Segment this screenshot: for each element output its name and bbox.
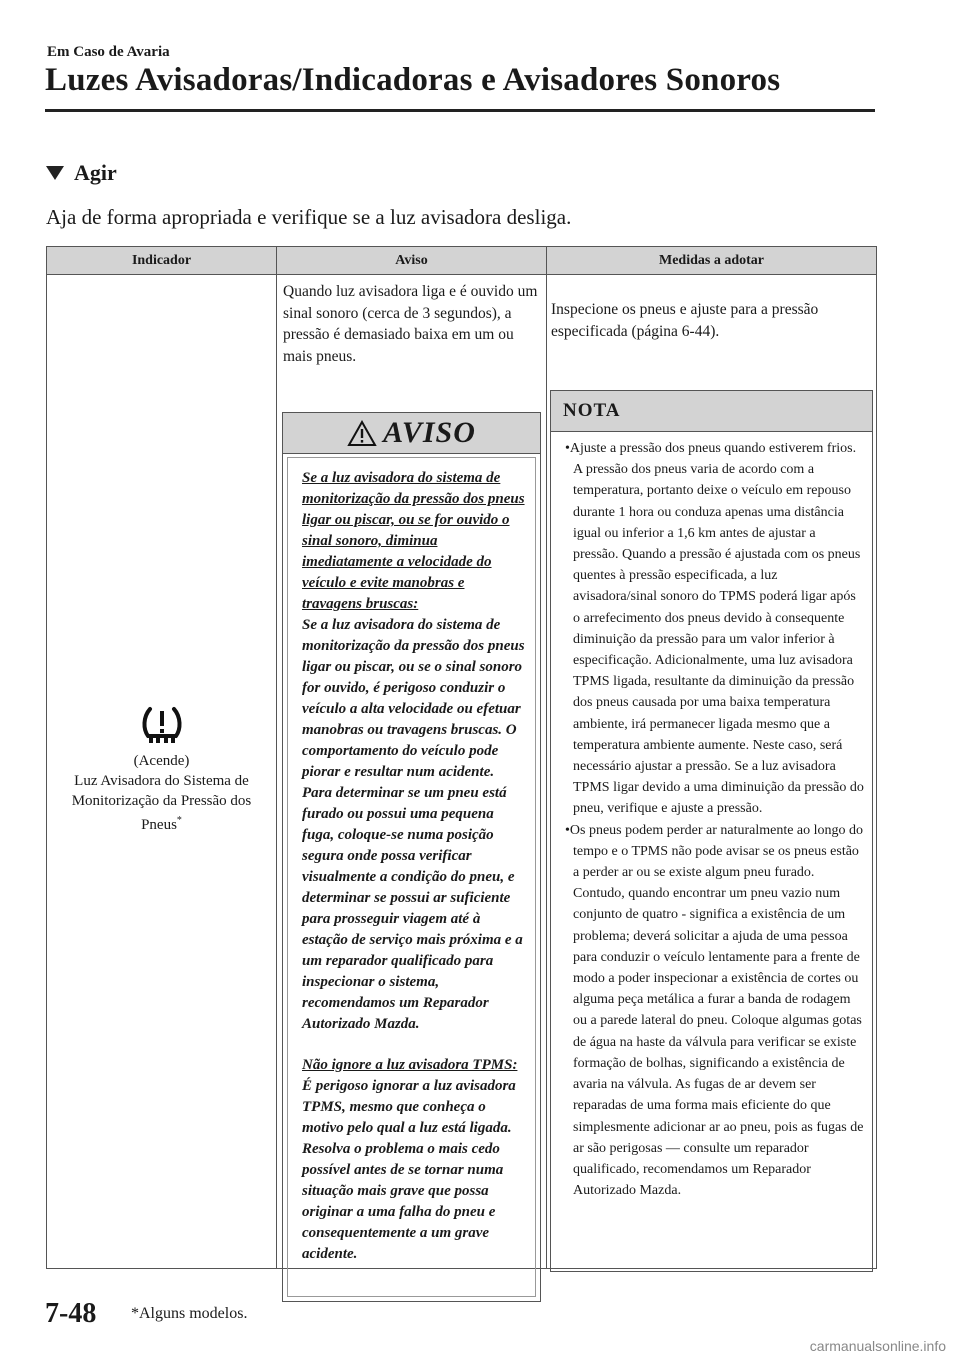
intro-text: Aja de forma apropriada e verifique se a luz avisadora desliga.	[46, 205, 572, 229]
nota-item: •Ajuste a pressão dos pneus quando estiverem frios. A pressão dos pneus varia de acordo com a temperatura, portanto deixe o veículo em repouso durante 1 hora ou conduza apenas uma distância igual ou inferior a 1,6 km antes de ajustar a pressão. Quando a pressão é ajustada com os pneus quentes à pressão especificada, a luz avisadora/sinal sonoro do TPMS poderá ligar após o arrefecimento dos pneus devido à consequente diminuição da pressão para um valor inferior à especificação. Adicionalmente, uma luz avisadora TPMS ligada, resultante da diminuição da pressão dos pneus causada por uma baixa temperatura ambiente, irá permanecer ligada mesmo que a temperatura ambiente aumente. Neste caso, será necessário ajustar a pressão. Se a luz avisadora TPMS ligar devido a uma diminuição da pressão do pneu, verifique e ajuste a pressão.	[565, 441, 864, 817]
page-number: 7-48	[45, 1298, 97, 1329]
warning-description: Quando luz avisadora liga e é ouvido um sinal sonoro (cerca de 3 segundos), a pressão é demasiado baixa em um ou mais pneus.	[283, 283, 538, 365]
tpms-warning-icon	[140, 705, 184, 745]
footnote: *Alguns modelos.	[131, 1305, 248, 1322]
header-aviso: Aviso	[277, 247, 547, 275]
warning-table	[46, 246, 877, 1269]
aviso-p1-body2: Para determinar se um pneu está furado ou possui uma pequena fuga, coloque-se numa posição segura onde possa verificar visualmente a condição do pneu, e determinar se possui ar suficiente para prosseguir viagem até à estação de serviço mais próxima e a um reparador qualificado para inspecionar o sistema, recomendamos um Reparador Autorizado Mazda.	[302, 785, 523, 1032]
nota-item: •Os pneus podem perder ar naturalmente ao longo do tempo e o TPMS não pode avisar se os pneus estão a perder ar ou se existe algum pneu furado. Contudo, quando encontrar um pneu vazio num conjunto de quatro - significa a existência de um problema; deverá solicitar a ajuda de uma pessoa para conduzir o veículo lentamente para a frente de modo a poder inspecionar a existência de cortes ou alguma peça metálica a furar a banda de rodagem ou a parede lateral do pneu. Coloque algumas gotas de água na haste da válvula para verificar se existe formação de bolhas, significando a existência de avaria na válvula. As fugas de ar devem ser reparadas de uma forma mais eficiente do que simplesmente adicionar ar ao pneu, pois as fugas de ar são perigosas ― consulte um reparador qualificado, recomendamos um Reparador Autorizado Mazda.	[565, 822, 864, 1199]
aviso-header	[283, 413, 540, 454]
aviso-p1-underlined: Se a luz avisadora do sistema de monitorização da pressão dos pneus ligar ou piscar, ou se for ouvido o sinal sonoro, diminua imediatamente a velocidade do veículo e evite manobras e travagens bruscas:	[302, 470, 525, 612]
header-indicador: Indicador	[47, 247, 277, 275]
indicator-name-line2: Monitorização da Pressão dos	[71, 793, 252, 809]
header-rule	[45, 109, 875, 112]
aviso-p2-body: É perigoso ignorar a luz avisadora TPMS, mesmo que conheça o motivo pelo qual a luz está ligada. Resolva o problema o mais cedo possível antes de se tornar numa situação mais grave que possa originar a uma falha do pneu e consequentemente a um grave acidente.	[302, 1078, 516, 1262]
sub-heading	[46, 160, 117, 186]
aviso-title: AVISO	[383, 416, 476, 449]
nota-box	[550, 390, 873, 1272]
warning-triangle-icon	[347, 420, 377, 447]
indicator-state: (Acende)	[133, 753, 190, 769]
nota-header	[551, 391, 872, 432]
header-medidas: Medidas a adotar	[547, 247, 877, 275]
warning-cell	[277, 275, 547, 1269]
action-description: Inspecione os pneus e ajuste para a pressão especificada (página 6-44).	[551, 301, 819, 340]
aviso-box	[282, 412, 541, 1302]
sub-heading-text: Agir	[74, 160, 117, 185]
section-label: Em Caso de Avaria	[47, 44, 170, 60]
nota-title: NOTA	[563, 400, 621, 421]
watermark: carmanualsonline.info	[809, 1338, 946, 1354]
indicator-name-line3: Pneus*	[141, 815, 182, 833]
aviso-content	[287, 457, 536, 1297]
indicator-cell	[47, 275, 277, 1269]
aviso-p2-underlined: Não ignore a luz avisadora TPMS:	[302, 1057, 518, 1073]
chapter-title: Luzes Avisadoras/Indicadoras e Avisadores Sonoros	[45, 62, 781, 98]
nota-content	[551, 432, 872, 1201]
action-cell	[547, 275, 877, 1269]
aviso-p1-body: Se a luz avisadora do sistema de monitorização da pressão dos pneus ligar ou piscar, ou se o sinal sonoro for ouvido, é perigoso conduzir o veículo a alta velocidade ou efetuar manobras ou travagens bruscas. O comportamento do veículo pode piorar e resultar num acidente.	[302, 617, 525, 780]
triangle-bullet-icon	[46, 166, 64, 180]
indicator-block	[47, 705, 276, 835]
indicator-name-line1: Luz Avisadora do Sistema de	[74, 773, 249, 789]
